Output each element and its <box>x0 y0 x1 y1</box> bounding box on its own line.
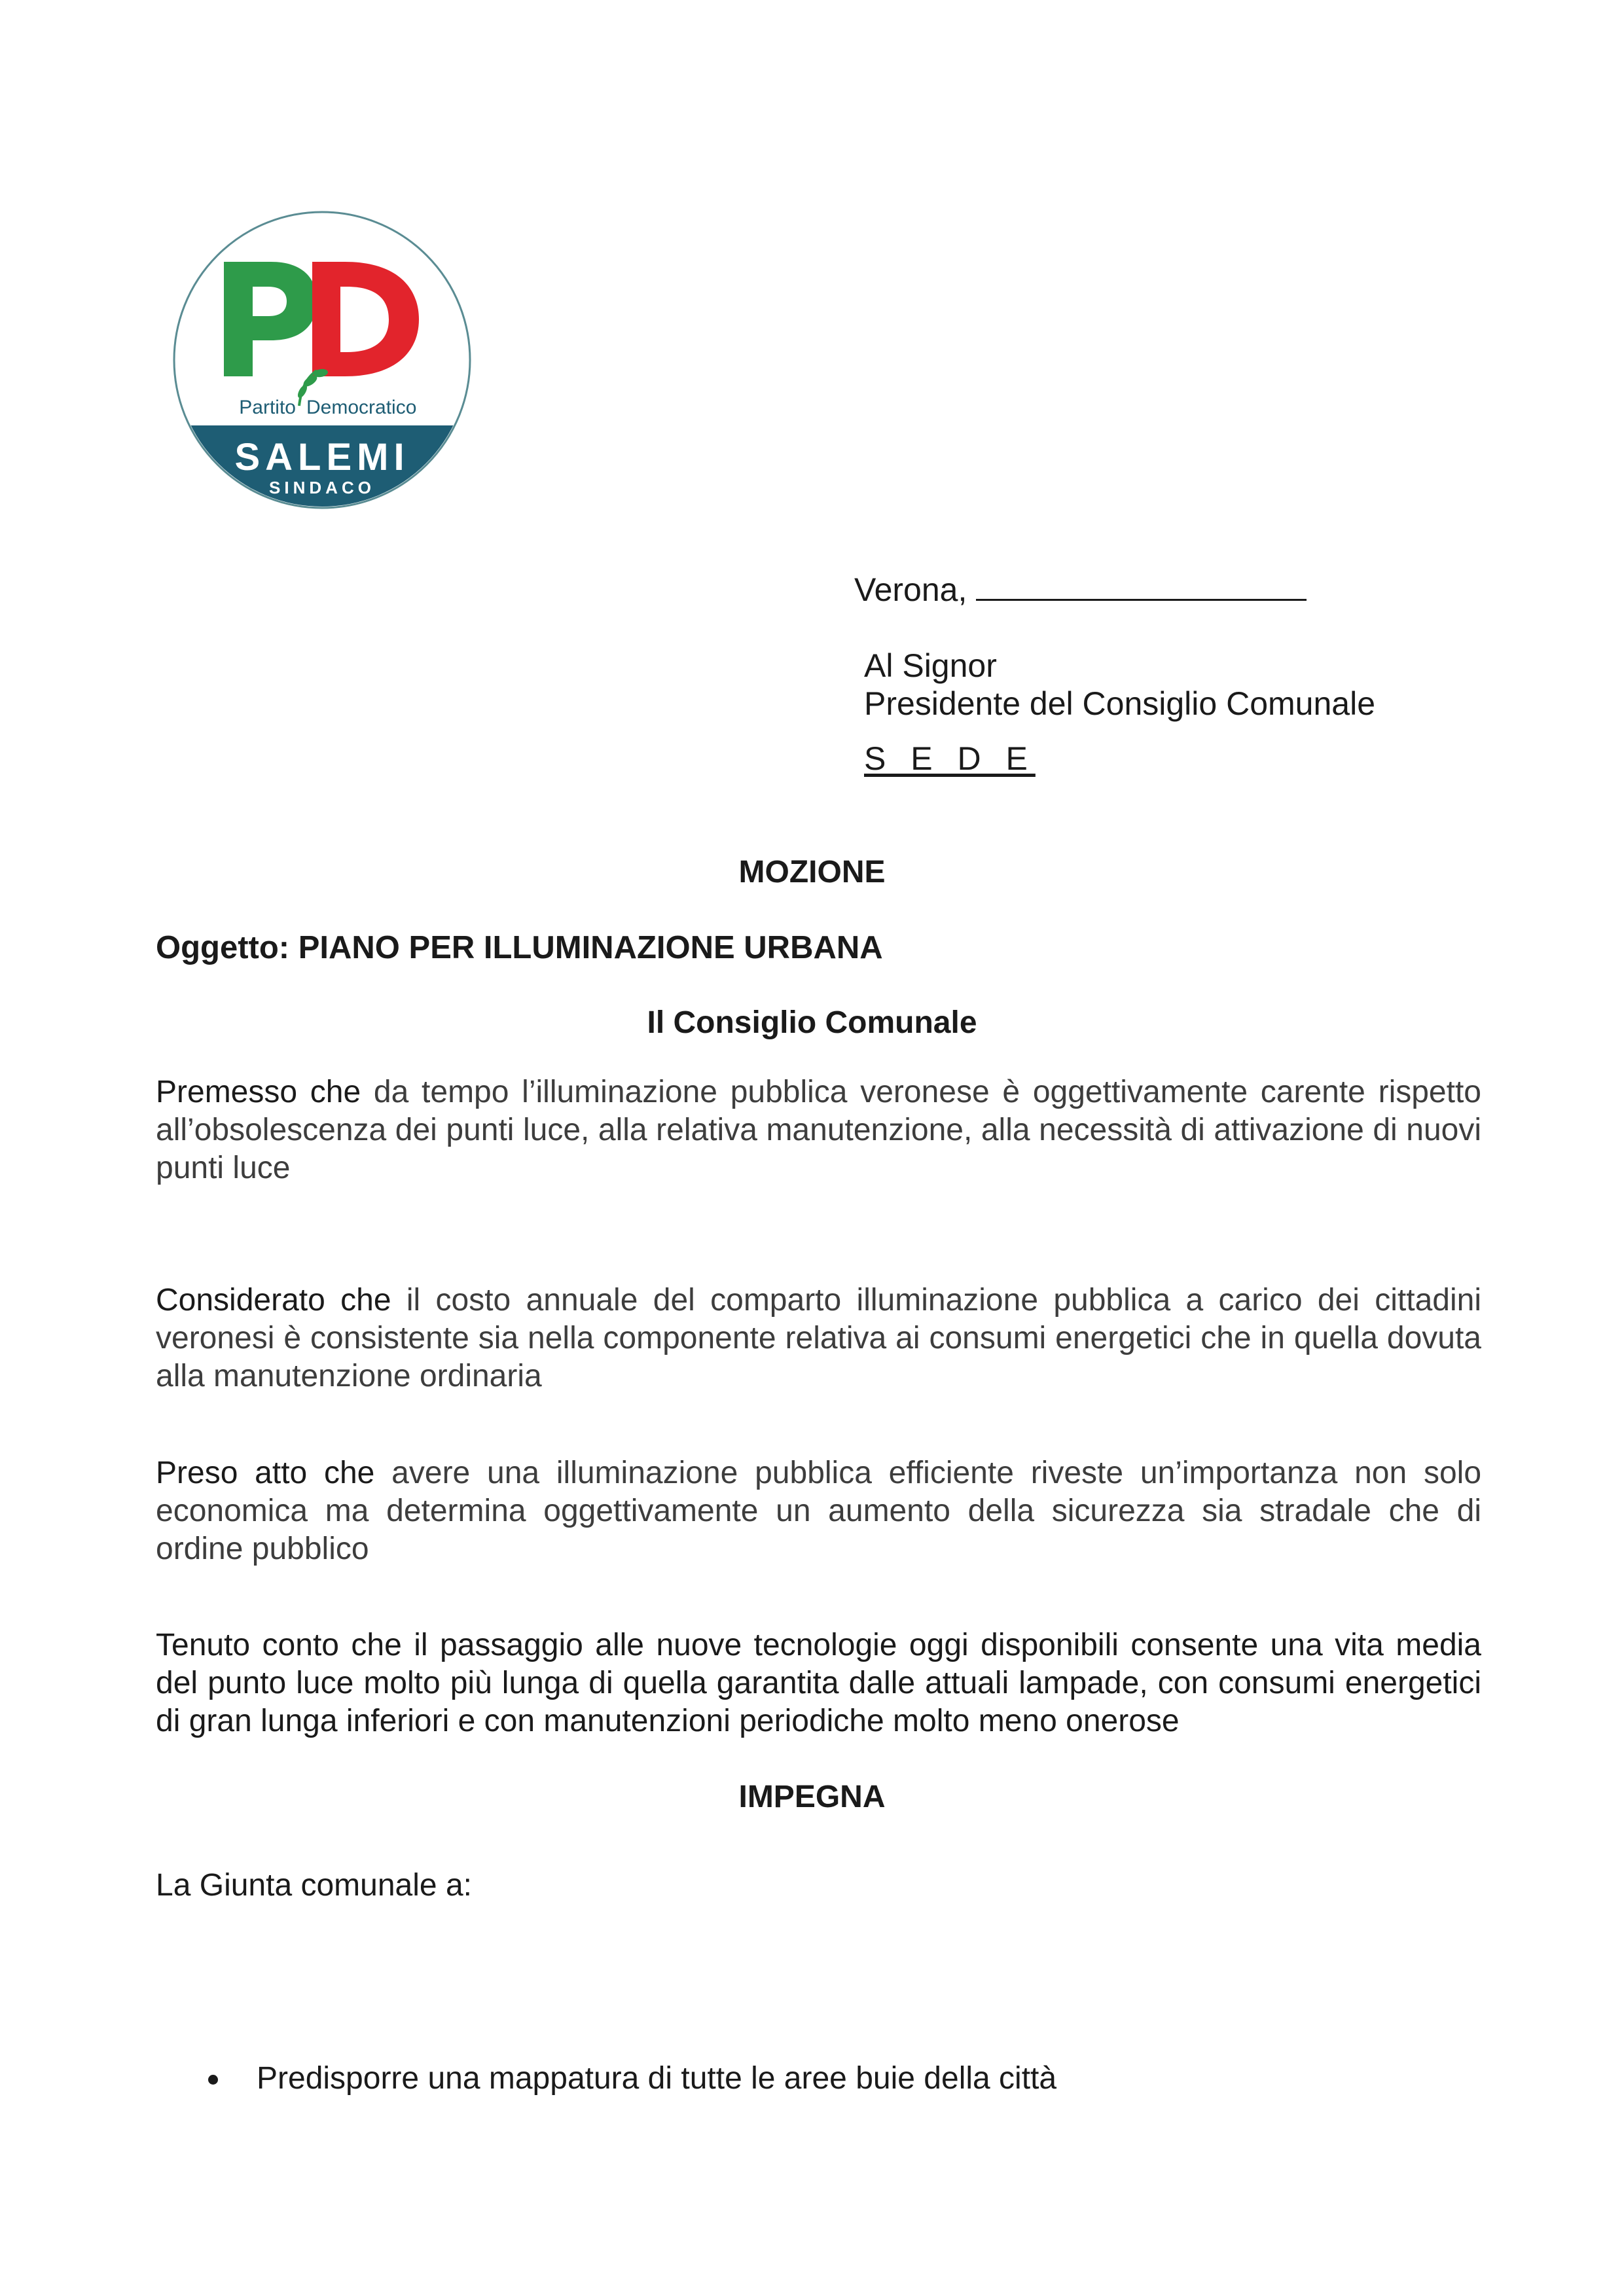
date-blank-field <box>976 573 1307 601</box>
party-logo <box>171 209 473 511</box>
paragraph-premesso <box>156 1073 1481 1187</box>
logo-party-name-right: Democratico <box>306 397 417 418</box>
logo-party-name-left: Partito <box>239 397 296 418</box>
paragraph-lead: Tenuto conto che <box>156 1628 402 1662</box>
document-type-title: MOZIONE <box>738 855 886 889</box>
paragraph-preso-atto <box>156 1454 1481 1568</box>
paragraph-tenuto-conto <box>156 1626 1481 1740</box>
place-date-label: Verona, <box>854 571 967 608</box>
paragraph-lead: Considerato che <box>156 1283 391 1318</box>
council-heading: Il Consiglio Comunale <box>647 1005 977 1040</box>
paragraph-lead: Premesso che <box>156 1075 361 1109</box>
bullet-icon <box>208 2075 218 2085</box>
paragraph-considerato <box>156 1282 1481 1395</box>
addressee-location: S E D E <box>864 740 1036 777</box>
paragraph-lead: Preso atto che <box>156 1456 375 1490</box>
place-date-line <box>854 571 1307 609</box>
list-item-text: Predisporre una mappatura di tutte le aree buie della città <box>257 2061 1057 2096</box>
addressee-title: Presidente del Consiglio Comunale <box>864 685 1376 722</box>
giunta-line: La Giunta comunale a: <box>156 1868 472 1903</box>
paragraph-text: da tempo l’illuminazione pubblica veronese è oggettivamente carente rispetto all’obsolescenza dei punti luce, alla relativa manutenzione, alla necessità di attivazione di nuovi punti luce <box>156 1075 1481 1185</box>
commit-heading: IMPEGNA <box>738 1780 886 1814</box>
paragraph-text: il passaggio alle nuove tecnologie oggi disponibili consente una vita media del punto luce molto più lunga di quella garantita dalle attuali lampade, con consumi energetici di gran lunga inferiori e con manutenzioni periodiche molto meno onerose <box>156 1628 1481 1738</box>
document-subject: Oggetto: PIANO PER ILLUMINAZIONE URBANA <box>156 930 883 965</box>
addressee-block <box>864 647 1375 778</box>
commitments-list <box>196 2060 1056 2096</box>
logo-candidate-role: SINDACO <box>269 478 375 497</box>
paragraph-text: il costo annuale del comparto illuminazione pubblica a carico dei cittadini veronesi è consistente sia nella componente relativa ai consumi energetici che in quella dovuta alla manutenzione ordinaria <box>156 1283 1481 1393</box>
addressee-salutation: Al Signor <box>864 647 997 684</box>
list-item <box>196 2060 1056 2096</box>
pd-salemi-logo-icon <box>171 209 473 511</box>
logo-candidate-name: SALEMI <box>234 436 410 478</box>
paragraph-text: avere una illuminazione pubblica efficiente riveste un’importanza non solo economica ma determina oggettivamente un aumento della sicurezza sia stradale che di ordine pubblico <box>156 1456 1482 1566</box>
